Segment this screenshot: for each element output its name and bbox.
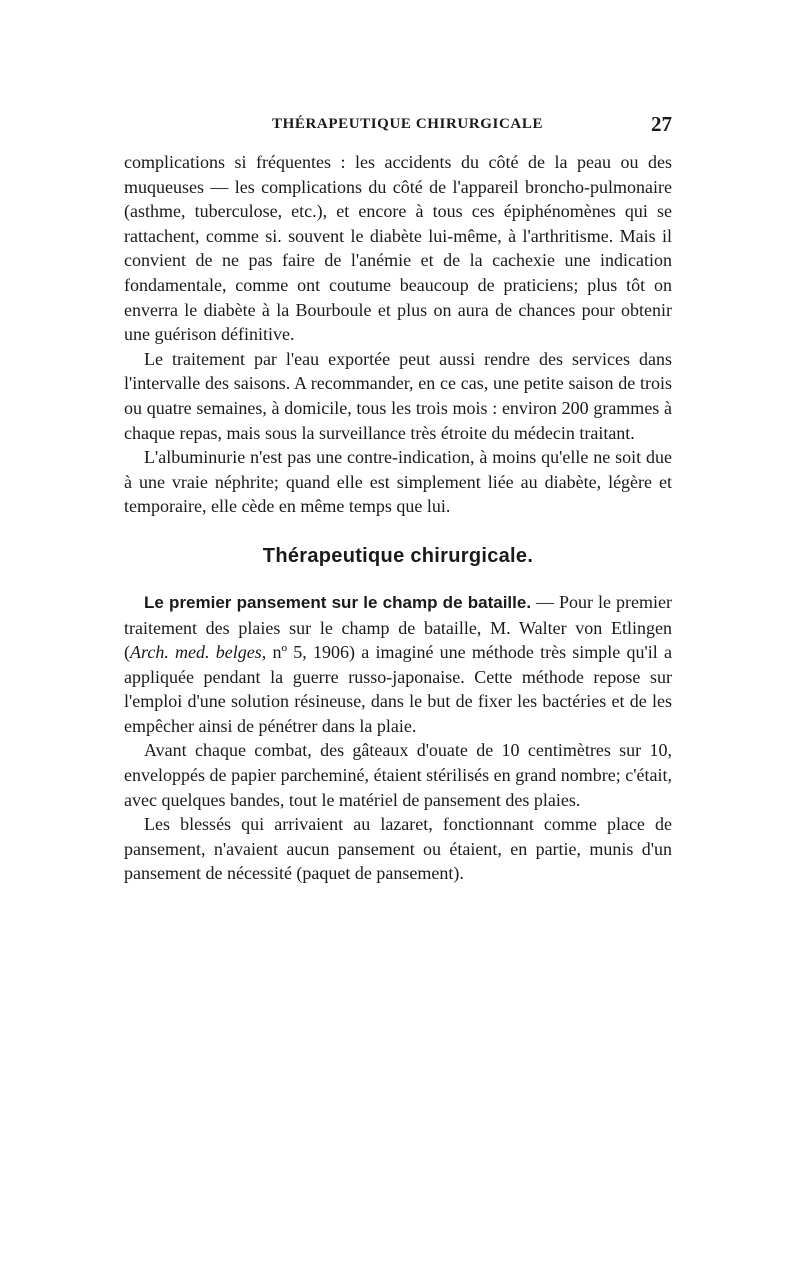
section-title: Thérapeutique chirurgicale. (262, 544, 534, 567)
paragraph-albuminuria: L'albuminurie n'est pas une contre-indication, à moins qu'elle ne soit due à une vraie néphrite; quand elle est simplement liée au diabète, légère et temporaire, elle cède en même temps que lui. (124, 447, 672, 517)
runin-heading: Le premier pansement sur le champ de bataille. (144, 592, 532, 612)
book-page (124, 112, 672, 886)
running-title: THÉRAPEUTIQUE CHIRURGICALE (272, 116, 544, 132)
paragraph-first-dressing-text-a: — Pour le premier traitement des plaies sur le champ de bataille, M. Walter von Etlingen ( (124, 591, 672, 663)
running-header (124, 112, 672, 140)
paragraph-exported-water: Le traitement par l'eau exportée peut aussi rendre des services dans l'intervalle des saisons. A recommander, en ce cas, une petite saison de trois ou quatre semaines, à domicile, tous les trois mois : environ 200 grammes à chaque repas, mais sous la surveillance très étroite du médecin traitant. (124, 348, 672, 443)
paragraph-first-dressing (124, 590, 672, 739)
paragraph-cotton-pads: Avant chaque combat, des gâteaux d'ouate de 10 centimètres sur 10, enveloppés de papier parcheminé, étaient stérilisés en grand nombre; c'était, avec quelques bandes, tout le matériel de pansement des plaies. (124, 740, 672, 810)
journal-citation: Arch. med. belges (130, 642, 262, 663)
page-number: 27 (651, 112, 672, 136)
paragraph-wounded: Les blessés qui arrivaient au lazaret, fonctionnant comme place de pansement, n'avaient aucun pansement ou étaient, en partie, munis d'un pansement de nécessité (paquet de pansement). (124, 814, 672, 884)
paragraph-first-dressing-text-b: , nº 5, 1906) a imaginé une méthode très simple qu'il a appliquée pendant la guerre russo-japonaise. Cette méthode repose sur l'emploi d'une solution résineuse, dans le but de fixer les bactéries et de les empêcher ainsi de pénétrer dans la plaie. (124, 642, 672, 736)
paragraph-continuation: complications si fréquentes : les accidents du côté de la peau ou des muqueuses — les complications du côté de l'appareil broncho-pulmonaire (asthme, tuberculose, etc.), et encore à tous ces épiphénomènes qui se rattachent, comme si. souvent le diabète lui-même, à l'arthritisme. Mais il convient de ne pas faire de l'anémie et de la cachexie une indication fondamentale, comme ont coutume beaucoup de praticiens; plus tôt on enverra le diabète à la Bourboule et plus on aura de chances pour obtenir une guérison définitive. (124, 152, 672, 345)
